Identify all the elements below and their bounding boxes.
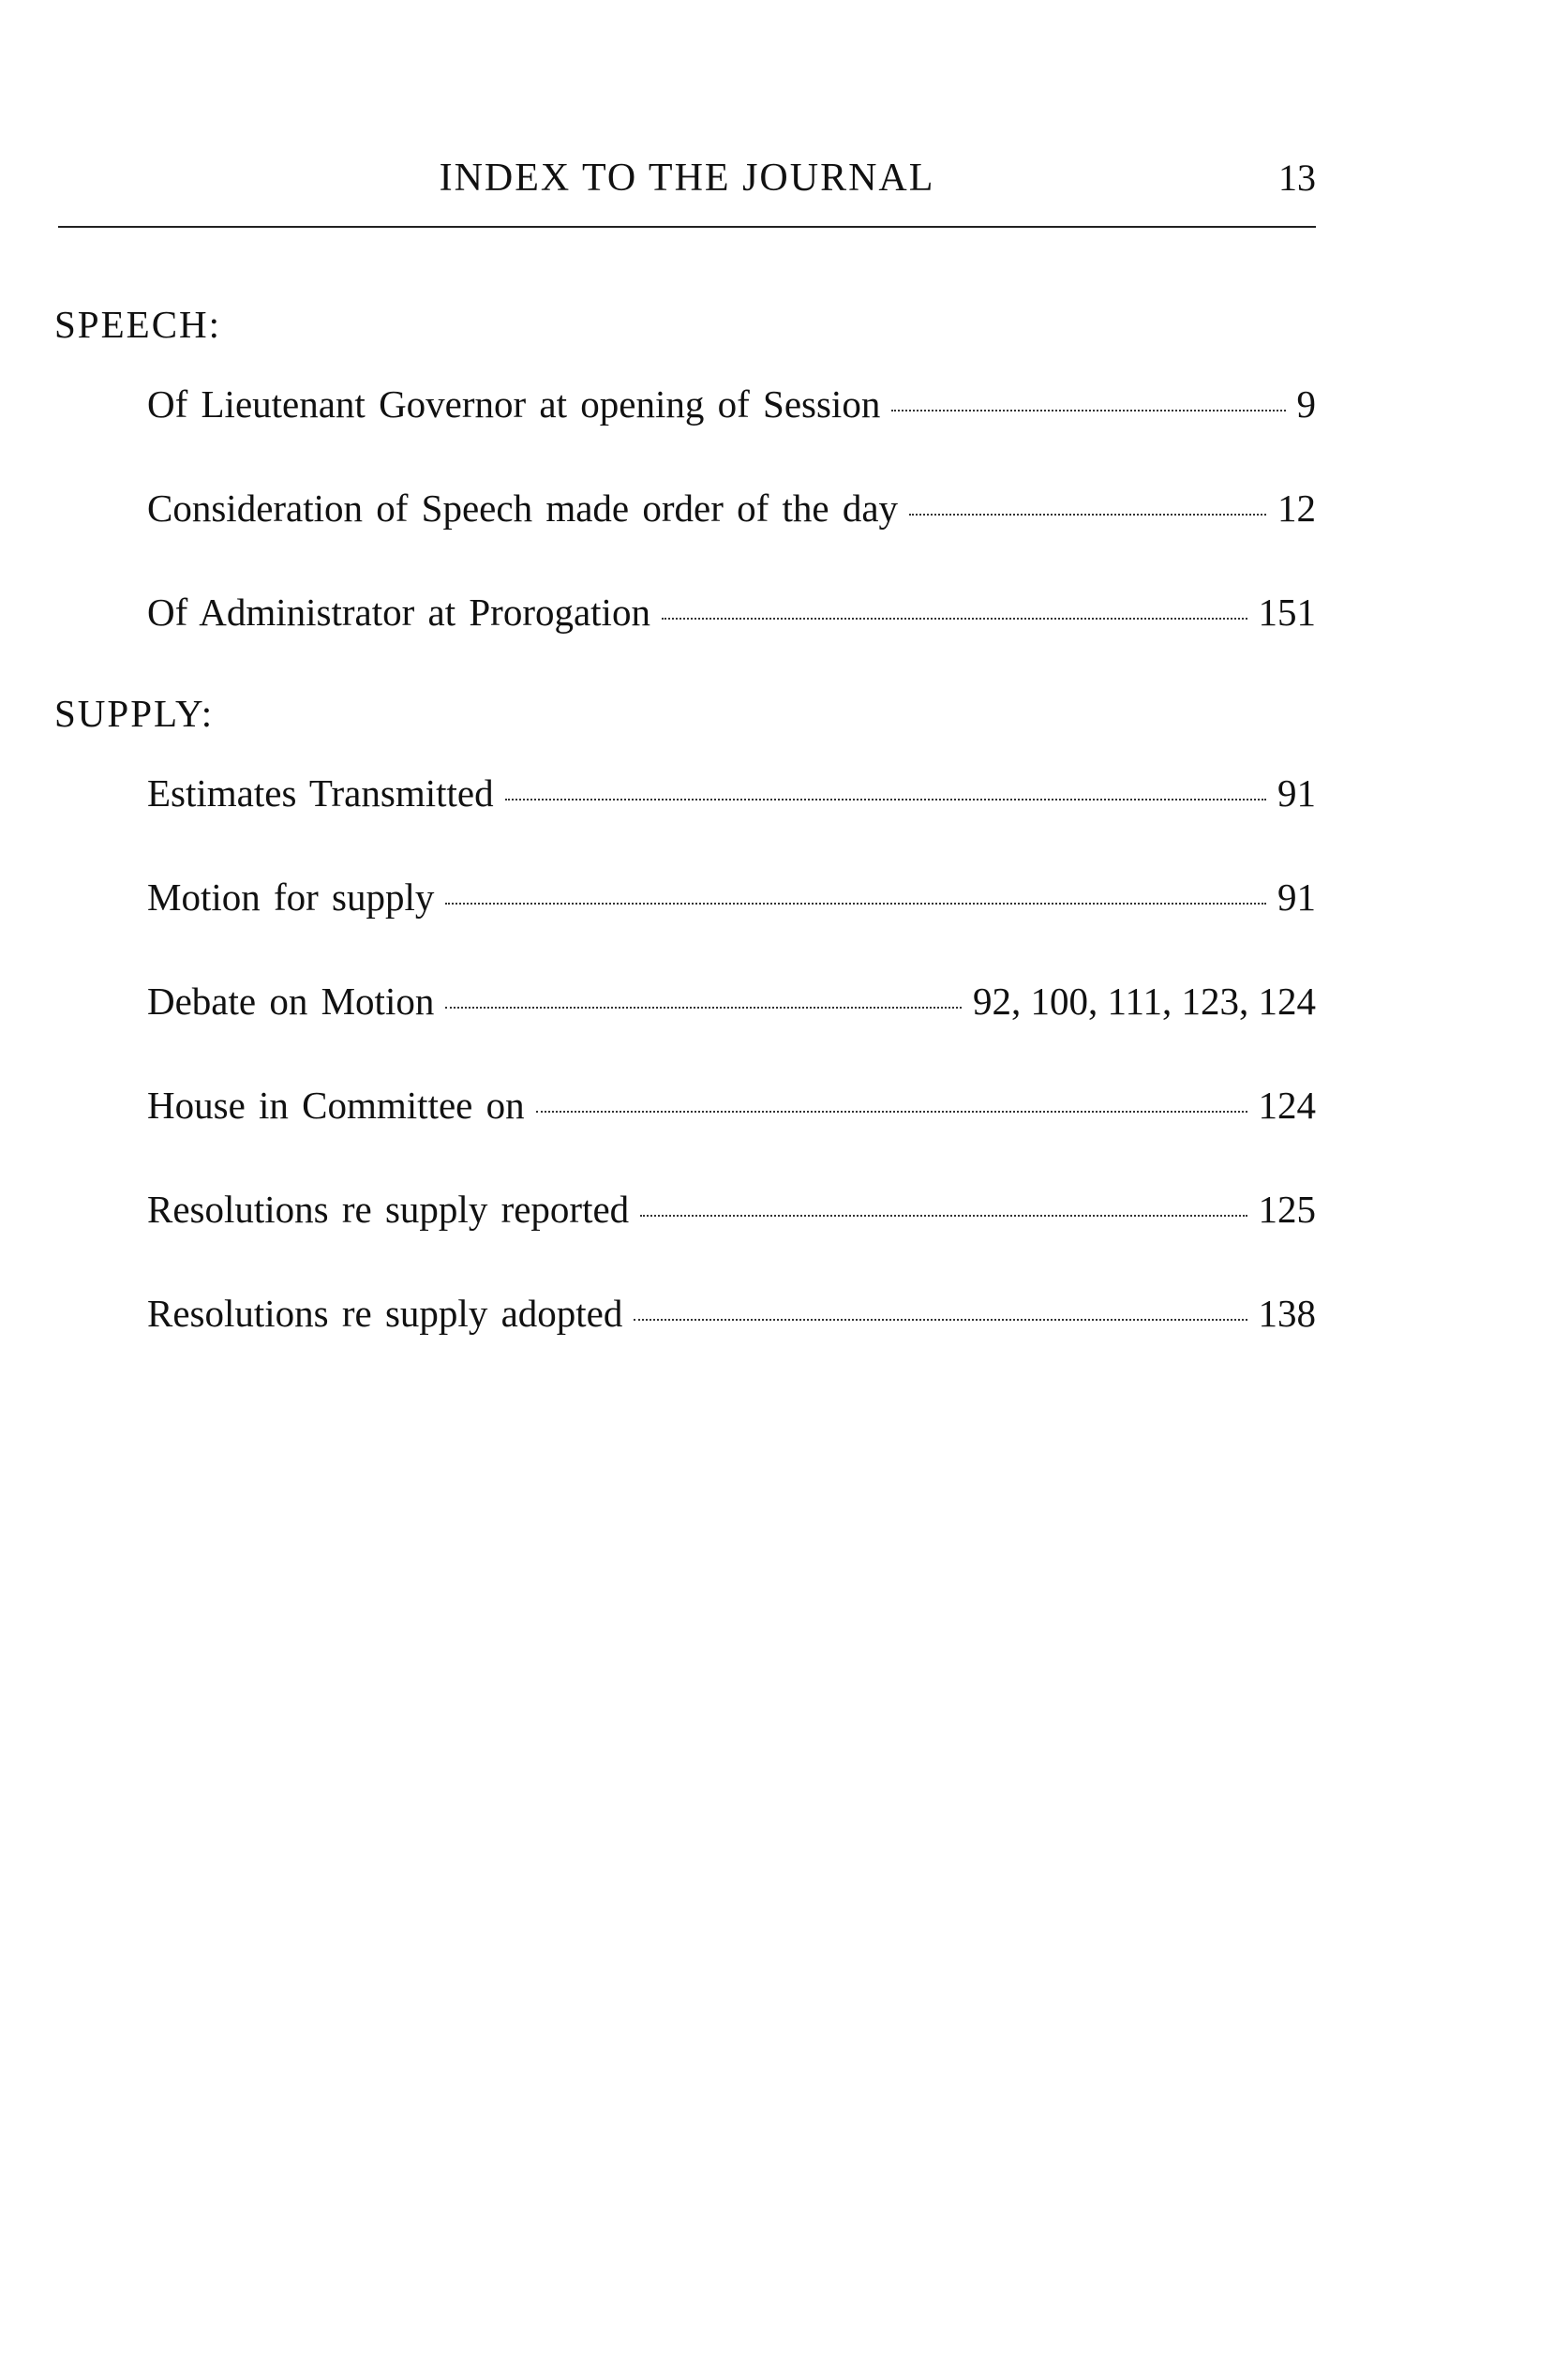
section-heading-speech: SPEECH: xyxy=(54,303,222,346)
section-heading-supply: SUPPLY: xyxy=(54,692,215,735)
entry-label: Motion for supply xyxy=(147,875,435,919)
index-entry xyxy=(147,378,1316,430)
entry-pages: 9 xyxy=(1296,382,1316,426)
dot-leader xyxy=(445,1007,962,1009)
page-title: INDEX TO THE JOURNAL xyxy=(439,157,935,200)
entry-pages: 138 xyxy=(1258,1292,1316,1335)
dot-leader xyxy=(536,1111,1247,1113)
index-entry xyxy=(147,975,1316,1027)
index-entry xyxy=(147,871,1316,923)
entry-pages: 92, 100, 111, 123, 124 xyxy=(973,980,1316,1023)
index-entry xyxy=(147,1079,1316,1131)
entry-pages: 12 xyxy=(1277,486,1316,530)
dot-leader xyxy=(634,1319,1247,1321)
dot-leader xyxy=(891,410,1285,411)
page-number: 13 xyxy=(1278,157,1316,199)
running-head xyxy=(58,150,1316,206)
entry-label: Of Lieutenant Governor at opening of Session xyxy=(147,382,881,426)
dot-leader xyxy=(662,618,1247,620)
index-entry xyxy=(147,482,1316,534)
dot-leader xyxy=(640,1215,1247,1217)
entry-label: Consideration of Speech made order of the day xyxy=(147,486,899,530)
dot-leader xyxy=(505,799,1266,800)
entry-label: Debate on Motion xyxy=(147,980,435,1023)
entry-label: Resolutions re supply reported xyxy=(147,1188,630,1231)
entry-label: Resolutions re supply adopted xyxy=(147,1292,623,1335)
entry-pages: 124 xyxy=(1258,1084,1316,1127)
entry-label: Estimates Transmitted xyxy=(147,771,494,815)
entry-pages: 125 xyxy=(1258,1188,1316,1231)
dot-leader xyxy=(445,903,1266,905)
entry-pages: 91 xyxy=(1277,875,1316,919)
entry-label: House in Committee on xyxy=(147,1084,525,1127)
index-entry xyxy=(147,767,1316,819)
index-entry xyxy=(147,586,1316,638)
index-entry xyxy=(147,1287,1316,1339)
header-rule xyxy=(58,226,1316,228)
entry-pages: 91 xyxy=(1277,771,1316,815)
index-entry xyxy=(147,1183,1316,1235)
entry-label: Of Administrator at Prorogation xyxy=(147,591,650,634)
dot-leader xyxy=(909,514,1266,516)
entry-pages: 151 xyxy=(1258,591,1316,634)
